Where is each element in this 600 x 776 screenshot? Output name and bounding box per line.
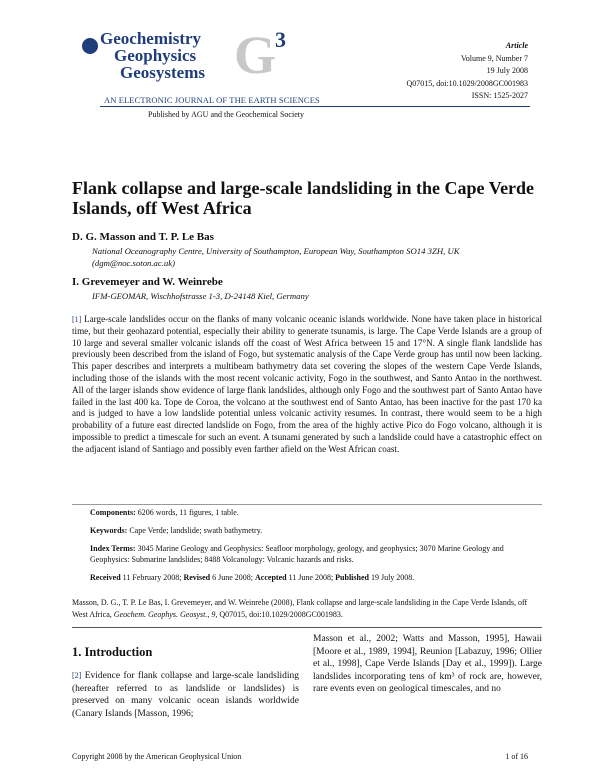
intro-column-2: Masson et al., 2002; Watts and Masson, 1995], Hawaii [Moore et al., 1989, 1994], Reunion [Labazuy, 1996; Ollier et al., 1998], Cape Verde Islands [Day et al., 1999]). Large landslides incorporating tens of km³ of rock are, however, rare events even on geological timescales, and no: [313, 634, 542, 694]
components-label: Components:: [90, 508, 136, 517]
publisher-line: Published by AGU and the Geochemical Society: [148, 110, 304, 119]
accepted-value: 11 June 2008;: [288, 573, 334, 582]
article-type: Article: [505, 41, 528, 50]
logo-letter: G: [234, 25, 276, 85]
received-value: 11 February 2008;: [122, 573, 182, 582]
abstract-paragraph-number[interactable]: [1]: [72, 315, 82, 324]
paper-title: Flank collapse and large-scale landsliding in the Cape Verde Islands, off West Africa: [72, 178, 535, 218]
intro-column-1-text: Evidence for flank collapse and large-scale landsliding (hereafter referred to as landslide or landslides) is preserved on many volcanic ocean islands worldwide (Canary Islands [Masson, 1996;: [72, 671, 300, 719]
index-terms-label: Index Terms:: [90, 544, 136, 553]
citation-text-a: Masson, D. G., T. P. Le Bas, I. Grevemeyer, and W. Weinrebe (2008), Flank collapse and large-scale landsliding in the Cape Verde Islands, off West Africa,: [72, 598, 528, 619]
revised-value: 6 June 2008;: [212, 573, 254, 582]
doi[interactable]: Q07015, doi:10.1029/2008GC001983: [406, 78, 528, 88]
received-label: Received: [90, 573, 121, 582]
citation: [72, 597, 542, 621]
affiliation-2: IFM-GEOMAR, Wischhofstrasse 1-3, D-24148 Kiel, Germany: [92, 291, 309, 301]
journal-name-line3: Geosystems: [120, 63, 205, 82]
keywords-value: Cape Verde; landslide; swath bathymetry.: [129, 526, 263, 535]
abstract: [72, 314, 542, 456]
journal-logo-g3: [234, 25, 286, 93]
revised-label: Revised: [183, 573, 211, 582]
affiliation-1: [92, 245, 512, 269]
journal-name-line2: Geophysics: [114, 46, 197, 65]
journal-name-line1: Geochemistry: [100, 29, 202, 48]
article-meta: [406, 40, 528, 103]
affiliation-1-address: National Oceanography Centre, University of Southampton, European Way, Southampton SO14 3ZH, UK: [92, 246, 460, 256]
issn: ISSN: 1525-2027: [471, 91, 528, 100]
paragraph-number[interactable]: [2]: [72, 671, 82, 680]
section-heading-introduction: 1. Introduction: [72, 645, 153, 659]
page-number: 1 of 16: [505, 752, 528, 761]
citation-journal: Geochem. Geophys. Geosyst., 9,: [113, 610, 218, 619]
accepted-label: Accepted: [255, 573, 287, 582]
info-box: [72, 493, 542, 583]
journal-subtitle: AN ELECTRONIC JOURNAL OF THE EARTH SCIENCES: [104, 95, 320, 105]
components-line: [90, 507, 540, 518]
dates-line: [90, 572, 540, 583]
affiliation-1-email[interactable]: (dgm@noc.soton.ac.uk): [92, 258, 176, 268]
keywords-line: [90, 525, 540, 536]
authors-group-1: D. G. Masson and T. P. Le Bas: [72, 231, 214, 243]
journal-logo-globe: [82, 38, 98, 54]
components-value: 6206 words, 11 figures, 1 table.: [137, 508, 239, 517]
copyright: Copyright 2008 by the American Geophysical Union: [72, 752, 242, 761]
keywords-label: Keywords:: [90, 526, 128, 535]
authors-group-2: I. Grevemeyer and W. Weinrebe: [72, 276, 223, 288]
publication-date: 19 July 2008: [486, 66, 528, 75]
citation-bottom-rule: [72, 627, 542, 628]
logo-superscript: 3: [275, 27, 286, 52]
citation-text-b: Q07015, doi:10.1029/2008GC001983.: [219, 610, 343, 619]
volume: Volume 9, Number 7: [461, 53, 528, 63]
journal-name: [100, 30, 205, 81]
index-terms-line: [90, 543, 540, 565]
published-value: 19 July 2008.: [370, 573, 415, 582]
abstract-text: Large-scale landslides occur on the flanks of many volcanic oceanic islands worldwide. None have taken place in historical time, but their geohazard potential, especially their ability to generate tsunamis, is large. The Cape Verde Islands are a group of 10 large and several smaller volcanic islands off the coast of West Africa between 15 and 17°N. A single flank landslide has previously been described from the island of Fogo, but systematic analysis of the Cape Verde group has until now been lacking. This paper describes and interprets a multibeam bathymetry data set covering the slopes of the western Cape Verde Islands, including those of the islands with the most recent volcanic activity, Fogo in the southwest, and Santo Antao in the northwest. All of the larger islands show evidence of large flank landslides, although only Fogo and the southwest part of Santo Antao have failed in the last 400 ka. Tope de Coroa, the volcano at the southwest end of Santo Antao, has been inactive for the past 170 ka and is judged to have a low landslide potential unless volcanic activity resumes. In contrast, there would seem to be a high probability of a future east directed landslide on Fogo, from the area of the highly active Pico do Fogo volcano, although it is impossible to predict a timescale for such an event. A tsunami generated by such a landslide could have a catastrophic effect on the adjacent island of Santiago and possibly even farther afield on the West African coast.: [72, 314, 542, 454]
index-terms-value: 3045 Marine Geology and Geophysics: Seafloor morphology, geology, and geophysics; 3070 Marine Geology and Geophysics: Submarine landslides; 8488 Volcanology: Volcanic hazards and risks.: [90, 544, 504, 564]
intro-column-1: [72, 670, 299, 720]
published-label: Published: [335, 573, 369, 582]
header-divider: [100, 106, 530, 107]
